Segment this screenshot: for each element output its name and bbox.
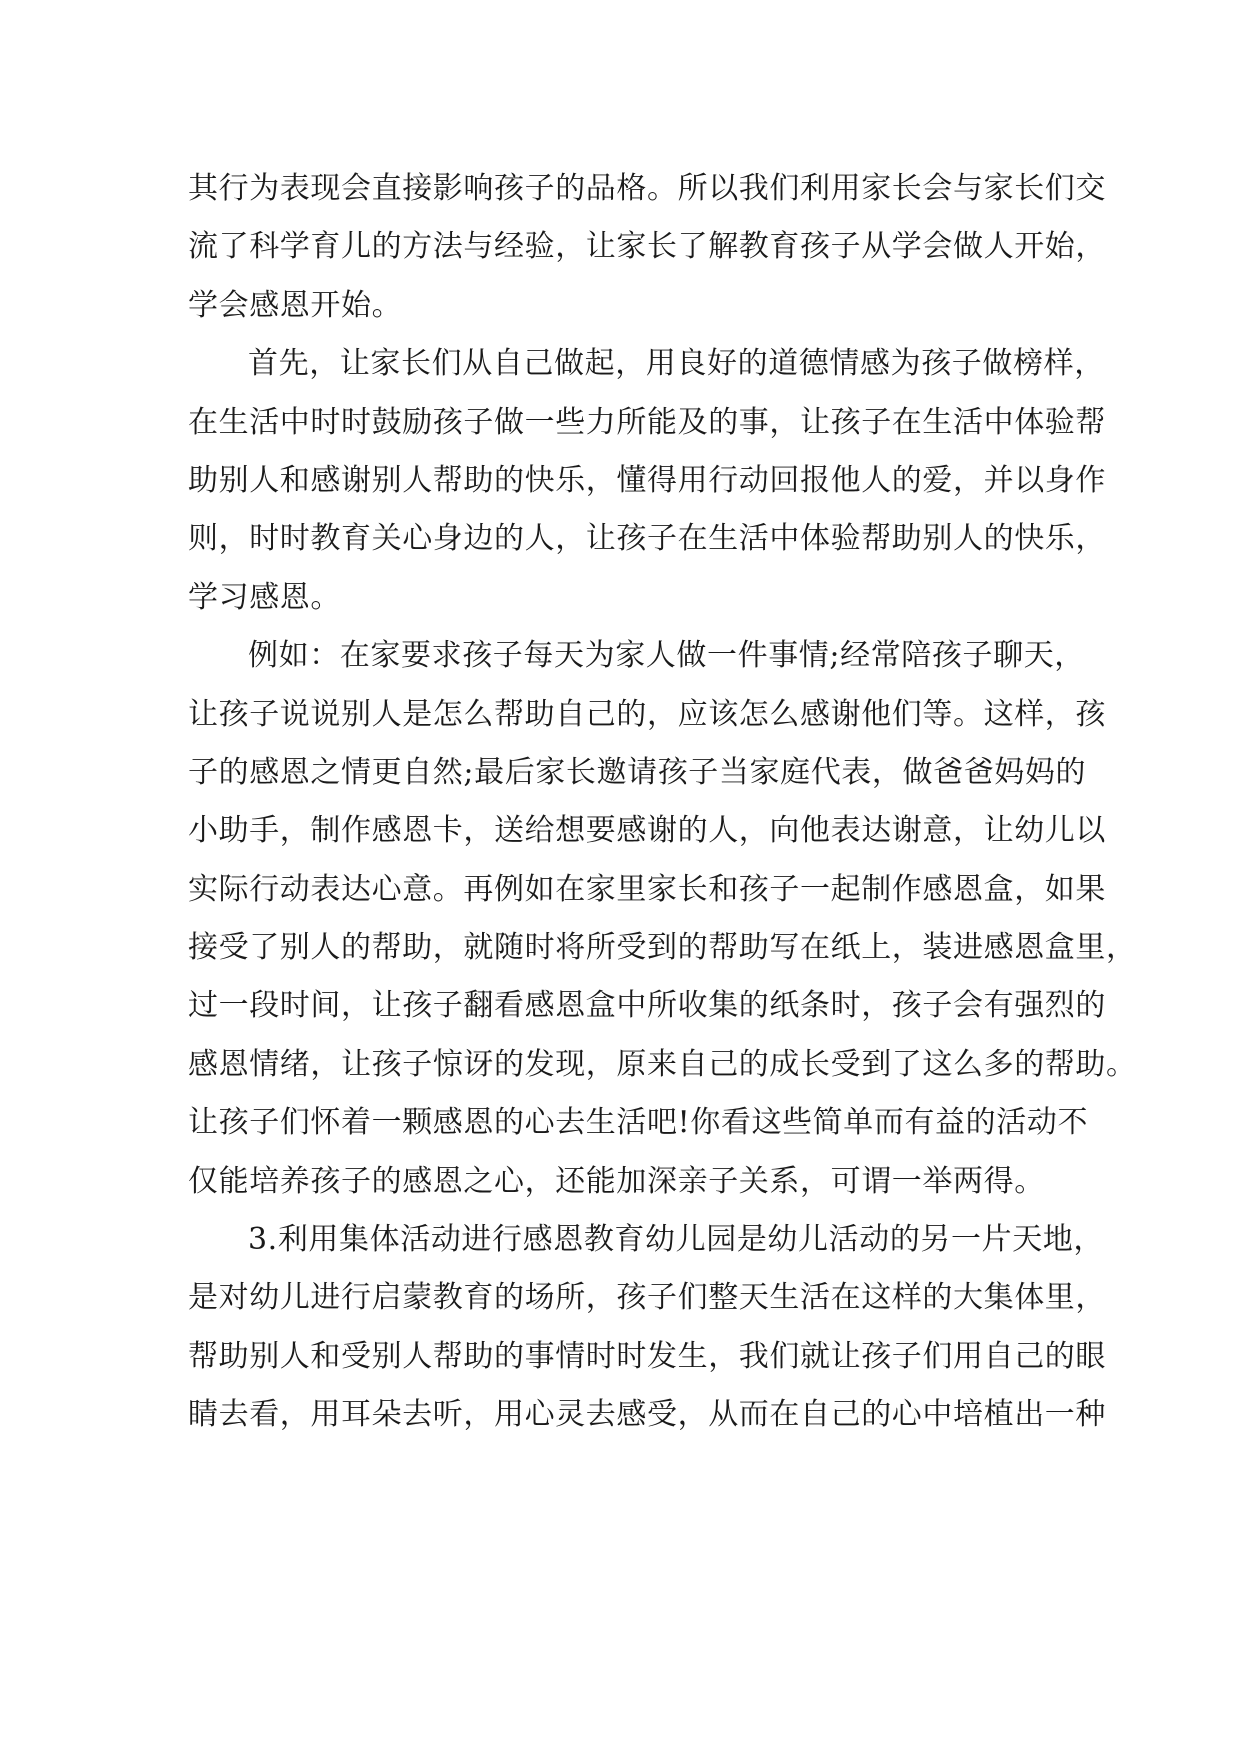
text-line: 在生活中时时鼓励孩子做一些力所能及的事，让孩子在生活中体验帮 [188, 404, 1106, 440]
text-line: 过一段时间，让孩子翻看感恩盒中所收集的纸条时，孩子会有强烈的 [188, 988, 1106, 1024]
paragraph-first-line: 3.利用集体活动进行感恩教育幼儿园是幼儿活动的另一片天地， [248, 1222, 1105, 1258]
text-line: 助别人和感谢别人帮助的快乐，懂得用行动回报他人的爱，并以身作 [188, 462, 1106, 498]
text-line: 其行为表现会直接影响孩子的品格。所以我们利用家长会与家长们交 [188, 171, 1106, 206]
text-line: 让孩子说说别人是怎么帮助自己的，应该怎么感谢他们等。这样，孩 [188, 696, 1106, 732]
text-line: 接受了别人的帮助，就随时将所受到的帮助写在纸上，装进感恩盒里， [188, 930, 1137, 966]
text-line: 帮助别人和受别人帮助的事情时时发生，我们就让孩子们用自己的眼 [188, 1338, 1106, 1374]
paragraph-first-line: 首先，让家长们从自己做起，用良好的道德情感为孩子做榜样， [248, 346, 1105, 382]
text-line: 流了科学育儿的方法与经验，让家长了解教育孩子从学会做人开始， [188, 229, 1106, 265]
text-line: 实际行动表达心意。再例如在家里家长和孩子一起制作感恩盒，如果 [188, 871, 1106, 907]
text-line: 学习感恩。 [188, 579, 341, 615]
text-line: 感恩情绪，让孩子惊讶的发现，原来自己的成长受到了这么多的帮助。 [188, 1046, 1137, 1082]
text-line: 则，时时教育关心身边的人，让孩子在生活中体验帮助别人的快乐， [188, 521, 1106, 557]
text-line: 仅能培养孩子的感恩之心，还能加深亲子关系，可谓一举两得。 [188, 1163, 1045, 1199]
text-line: 小助手，制作感恩卡，送给想要感谢的人，向他表达谢意，让幼儿以 [188, 813, 1106, 849]
text-line: 子的感恩之情更自然;最后家长邀请孩子当家庭代表，做爸爸妈妈的 [188, 754, 1087, 790]
text-line: 让孩子们怀着一颗感恩的心去生活吧!你看这些简单而有益的活动不 [188, 1105, 1089, 1141]
paragraph-first-line: 例如：在家要求孩子每天为家人做一件事情;经常陪孩子聊天， [248, 638, 1085, 674]
document-body [188, 160, 1137, 1445]
text-line: 学会感恩开始。 [188, 287, 403, 323]
text-line: 是对幼儿进行启蒙教育的场所，孩子们整天生活在这样的大集体里， [188, 1280, 1106, 1316]
text-line: 睛去看，用耳朵去听，用心灵去感受，从而在自己的心中培植出一种 [188, 1397, 1106, 1433]
